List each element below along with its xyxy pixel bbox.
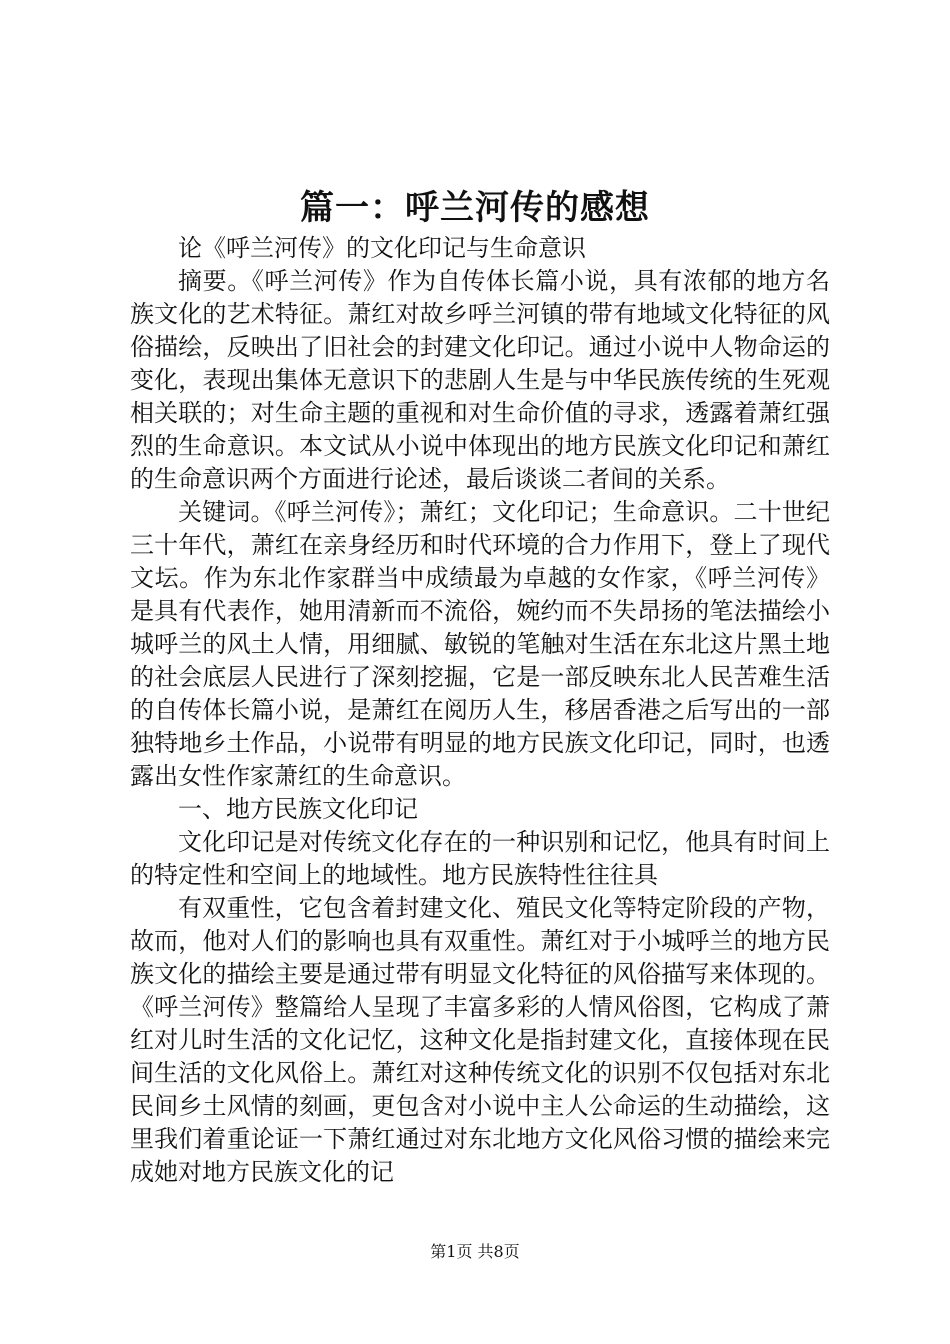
page-title: 篇一：呼兰河传的感想 (300, 188, 650, 228)
keywords-paragraph: 关键词。《呼兰河传》；萧红；文化印记；生命意识。二十世纪三十年代，萧红在亲身经历和时代环境的合力作用下，登上了现代文坛。作为东北作家群当中成绩最为卓越的女作家，《呼兰河传》是具有代表作，她用清新而不流俗，婉约而不失昂扬的笔法描绘小城呼兰的风土人情，用细腻、敏锐的笔触对生活在东北这片黑土地的社会底层人民进行了深刻挖掘，它是一部反映东北人民苦难生活的自传体长篇小说，是萧红在阅历人生，移居香港之后写出的一部独特地乡土作品，小说带有明显的地方民族文化印记，同时，也透露出女性作家萧红的生命意识。 (130, 498, 830, 790)
subtitle-paragraph: 论《呼兰河传》的文化印记与生命意识 (178, 234, 586, 262)
abstract-paragraph: 摘要。《呼兰河传》作为自传体长篇小说，具有浓郁的地方名族文化的艺术特征。萧红对故乡呼兰河镇的带有地域文化特征的风俗描绘，反映出了旧社会的封建文化印记。通过小说中人物命运的变化，表现出集体无意识下的悲剧人生是与中华民族传统的生死观相关联的；对生命主题的重视和对生命价值的寻求，透露着萧红强烈的生命意识。本文试从小说中体现出的地方民族文化印记和萧红的生命意识两个方面进行论述，最后谈谈二者间的关系。 (130, 267, 830, 493)
section-heading: 一、地方民族文化印记 (178, 795, 418, 823)
body-paragraph: 有双重性，它包含着封建文化、殖民文化等特定阶段的产物，故而，他对人们的影响也具有双重性。萧红对于小城呼兰的地方民族文化的描绘主要是通过带有明显文化特征的风俗描写来体现的。《呼兰河传》整篇给人呈现了丰富多彩的人情风俗图，它构成了萧红对儿时生活的文化记忆，这种文化是指封建文化，直接体现在民间生活的文化风俗上。萧红对这种传统文化的识别不仅包括对东北民间乡土风情的刻画，更包含对小说中主人公命运的生动描绘，这里我们着重论证一下萧红通过对东北地方文化风俗习惯的描绘来完成她对地方民族文化的记 (130, 894, 830, 1186)
document-body (130, 232, 830, 1189)
page-footer: 第1页 共8页 (430, 1242, 520, 1261)
body-paragraph: 文化印记是对传统文化存在的一种识别和记忆，他具有时间上的特定性和空间上的地域性。地方民族特性往往具 (130, 828, 830, 889)
